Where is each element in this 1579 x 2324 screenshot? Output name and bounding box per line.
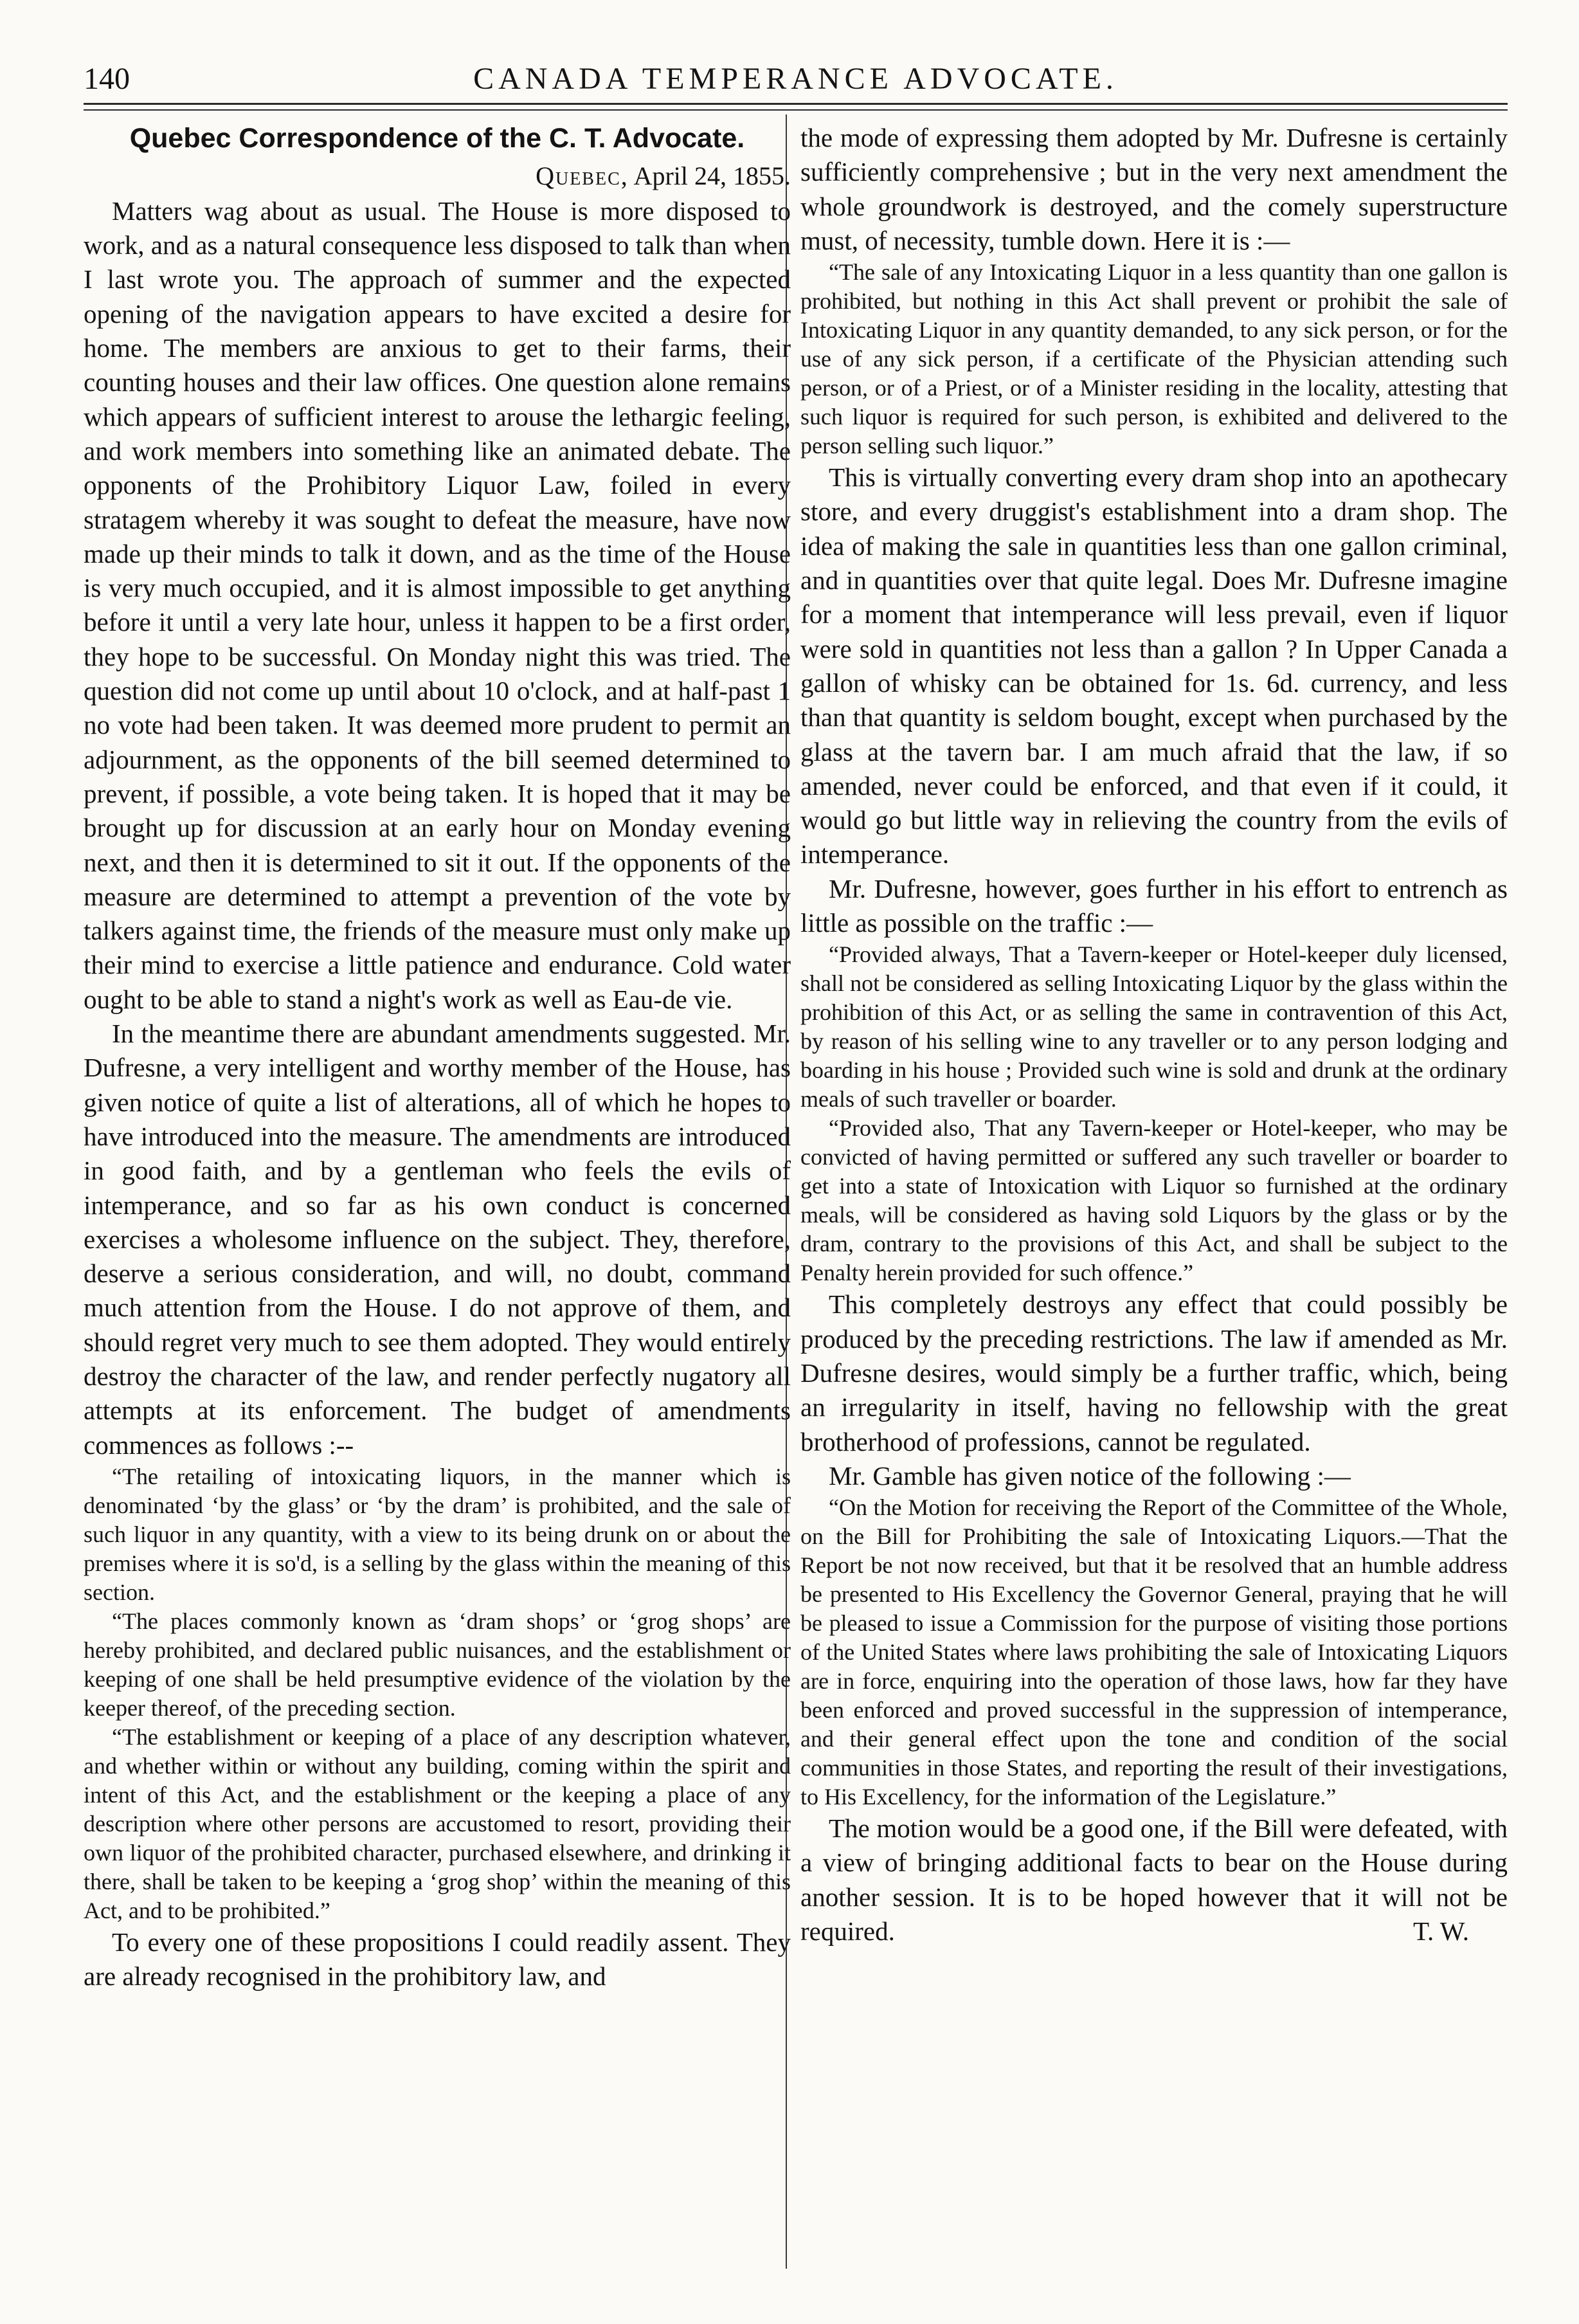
quoted-paragraph: “The establishment or keeping of a place of any description whatever, and whether within or without any building, coming within the spirit and intent of this Act, and the establishment or the keeping a place of any description where other persons are accustomed to resort, providing their own liquor of the prohibited character, purchased elsewhere, and drinking it there, shall be taken to be keeping a ‘grog shop’ within the meaning of this Act, and to be prohibited.” (84, 1723, 791, 1923)
page-number: 140 (84, 62, 130, 96)
dateline-place: Quebec, (536, 161, 629, 190)
right-paragraphs (800, 121, 1508, 1948)
paragraph: In the meantime there are abundant amendments suggested. Mr. Dufresne, a very intelligent and worthy member of the House, has given notice of quite a list of alterations, all of which he hopes to have introduced into the measure. The amendments are introduced in good faith, and by a gentleman who feels the evils of intemperance, and so far as his own conduct is concerned exercises a wholesome influence on the subject. They, therefore, deserve a serious consideration, and will, no doubt, command much attention from the House. I do not approve of them, and should regret very much to see them adopted. They would entirely destroy the character of the law, and render perfectly nugatory all attempts at its enforcement. The budget of amendments commences as follows :-- (84, 1019, 791, 1460)
paragraph-text: The motion would be a good one, if the Bill were defeated, with a view of bringing additional facts to bear on the House during another session. It is to be hoped however that it will not be required. (800, 1813, 1508, 1947)
paragraph: This completely destroys any effect that could possibly be produced by the preceding restrictions. The law if amended as Mr. Dufresne desires, would simply be a further traffic, which, being an irregularity in itself, having no fellowship with the great brotherhood of professions, cannot be regulated. (800, 1289, 1508, 1457)
quoted-paragraph: “The sale of any Intoxicating Liquor in a less quantity than one gallon is prohibited, but nothing in this Act shall prevent or prohibit the sale of Intoxicating Liquor in any quantity demanded, to any sick person, or for the use of any sick person, if a certificate of the Physician attending such person, or of a Priest, or of a Minister residing in the locality, attesting that such liquor is required for such person, is exhibited and delivered to the person selling such liquor.” (800, 259, 1508, 459)
quoted-paragraph: “On the Motion for receiving the Report of the Committee of the Whole, on the Bill for Prohibiting the sale of Intoxicating Liquors.—That the Report be not now received, but that it be resolved that an humble address be presented to His Excellency the Governor General, praying that he will be pleased to issue a Commission for the purpose of visiting those portions of the United States where laws prohibiting the sale of Intoxicating Liquors are in force, enquiring into the operation of those laws, how far they have been enforced and proved successful in the suppression of intemperance, and their general effect upon the tone and condition of the social communities in those States, and reporting the result of their investigations, to His Excellency, for the information of the Legislature.” (800, 1494, 1508, 1810)
paragraph (800, 1811, 1508, 1948)
quoted-paragraph: “Provided also, That any Tavern-keeper or Hotel-keeper, who may be convicted of having permitted or suffered any such traveller or boarder to get into a state of Intoxication with Liquor so furnished at the ordinary meals, will be considered as having sold Liquors by the glass or by the dram, contrary to the provisions of this Act, and shall be subject to the Penalty herein provided for such offence.” (800, 1115, 1508, 1286)
paragraph: This is virtually converting every dram shop into an apothecary store, and every druggist's establishment into a dram shop. The idea of making the sale in quantities less than one gallon criminal, and in quantities over that quite legal. Does Mr. Dufresne imagine for a moment that intemperance will less prevail, even if liquor were sold in quantities not less than a gallon ? In Upper Canada a gallon of whisky can be obtained for 1s. 6d. currency, and less than that quantity is seldom bought, except when purchased by the glass at the tavern bar. I am much afraid that the law, if so amended, never could be enforced, and that even if it could, it would go but little way in relieving the country from the evils of intemperance. (800, 462, 1508, 869)
dateline-date: April 24, 1855. (628, 161, 791, 190)
paragraph: Mr. Gamble has given notice of the following :— (829, 1460, 1351, 1491)
header-rule-thin (84, 109, 1508, 111)
article-title: Quebec Correspondence of the C. T. Advocate. (129, 123, 745, 154)
quoted-paragraph: “Provided always, That a Tavern-keeper or Hotel-keeper duly licensed, shall not be considered as selling Intoxicating Liquor by the glass within the prohibition of this Act, or as selling the same in contravention of this Act, by reason of his selling wine to any traveller or to any person lodging and boarding in his house ; Provided such wine is sold and drunk at the ordinary meals of such traveller or boarder. (800, 941, 1508, 1112)
running-title: CANADA TEMPERANCE ADVOCATE. (473, 62, 1118, 96)
right-column (800, 121, 1508, 2262)
signature: T. W. (1413, 1916, 1469, 1947)
paragraph: the mode of expressing them adopted by Mr. Dufresne is certainly sufficiently comprehensive ; but in the very next amendment the whole groundwork is destroyed, and the comely superstructure must, of necessity, tumble down. Here it is :— (800, 123, 1508, 255)
header-rule (84, 103, 1508, 105)
paragraph: Matters wag about as usual. The House is more disposed to work, and as a natural consequence less disposed to talk than when I last wrote you. The approach of summer and the expected opening of the navigation appears to have excited a desire for home. The members are anxious to get to their farms, their counting houses and their law offices. One question alone remains which appears of sufficient interest to arouse the lethargic feeling, and work members into something like an animated debate. The opponents of the Prohibitory Liquor Law, foiled in every stratagem whereby it was sought to defeat the measure, have now made up their minds to talk it down, and as the time of the House is very much occupied, and it is almost impossible to get anything before it until a very late hour, unless it happen to be a first order, they hope to be successful. On Monday night this was tried. The question did not come up until about 10 o'clock, and at half-past 1 no vote had been taken. It was deemed more prudent to permit an adjournment, as the opponents of the bill seemed determined to prevent, if possible, a vote being taken. It is hoped that it may be brought up for discussion at an early hour on Monday evening next, and then it is determined to sit it out. If the opponents of the measure are determined to attempt a prevention of the vote by talkers against time, the friends of the measure must only make up their mind to exercise a little patience and endurance. Cold water ought to be able to stand a night's work as well as Eau-de vie. (84, 195, 791, 1014)
left-paragraphs (84, 194, 791, 1994)
quoted-paragraph: “The places commonly known as ‘dram shops’ or ‘grog shops’ are hereby prohibited, and declared public nuisances, and the establishment or keeping of one shall be held presumptive evidence of the violation by the keeper thereof, of the preceding section. (84, 1608, 791, 1721)
quoted-paragraph: “The retailing of intoxicating liquors, in the manner which is denominated ‘by the glass’ or ‘by the dram’ is prohibited, and the sale of such liquor in any quantity, with a view to its being drunk on or about the premises where it is so'd, is a selling by the glass within the meaning of this section. (84, 1463, 791, 1605)
page-header (84, 57, 1508, 102)
paragraph: To every one of these propositions I could readily assent. They are already recognised in the prohibitory law, and (84, 1927, 791, 1992)
paragraph: Mr. Dufresne, however, goes further in his effort to entrench as little as possible on the traffic :— (800, 873, 1508, 938)
left-column (84, 121, 791, 2262)
dateline (84, 159, 791, 193)
